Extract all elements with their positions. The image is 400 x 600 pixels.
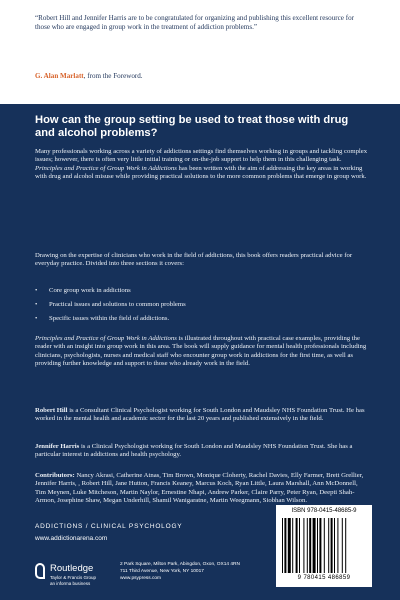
category-label: ADDICTIONS / CLINICAL PSYCHOLOGY bbox=[35, 523, 183, 530]
contributors-paragraph bbox=[35, 472, 370, 506]
contributors-label: Contributors: bbox=[35, 472, 75, 479]
headline: How can the group setting be used to treat those with drug and alcohol problems? bbox=[35, 114, 349, 139]
book-title: Principles and Practice of Group Work in Addictions bbox=[35, 335, 177, 342]
author-name: Robert Hill bbox=[35, 407, 68, 414]
endorsement-source: , from the Foreword. bbox=[83, 72, 143, 80]
coverage-paragraph: Drawing on the expertise of clinicians who work in the field of addictions, this book offers readers practical advice for everyday practice. Divided into three sections it covers: bbox=[35, 252, 353, 268]
book-title: Principles and Practice of Group Work in Addictions bbox=[35, 164, 177, 172]
isbn-label: ISBN 978-0415-48685-9 bbox=[291, 508, 357, 514]
publisher-tagline: an informa business bbox=[50, 581, 91, 586]
publisher-website: www.psypress.com bbox=[120, 576, 162, 581]
author-bio-text: is a Consultant Clinical Psychologist working for South London and Maudsley NHS Foundation Trust. He has worked in the mental health and academic sector for the last 20 years and published extensively in the field. bbox=[35, 407, 365, 423]
topic-list bbox=[35, 287, 335, 329]
endorsement-author: G. Alan Marlatt bbox=[35, 72, 84, 80]
author-bio-hill bbox=[35, 407, 370, 424]
endorsement-quote: “Robert Hill and Jennifer Harris are to be congratulated for organizing and publishing this excellent resource for those who are engaged in group work in the treatment of addiction problems.” bbox=[35, 14, 354, 32]
illustration-paragraph bbox=[35, 335, 370, 369]
routledge-logo-icon bbox=[35, 563, 45, 579]
intro-paragraph bbox=[35, 148, 370, 182]
publisher-address-us: 711 Third Avenue, New York, NY 10017 bbox=[120, 569, 204, 574]
endorsement-attribution bbox=[35, 72, 143, 80]
list-item: • Practical issues and solutions to common problems bbox=[35, 301, 335, 315]
barcode-number: 9 780415 486859 bbox=[297, 575, 351, 581]
publisher-name: Routledge bbox=[50, 563, 94, 574]
website-link[interactable]: www.addictionarena.com bbox=[35, 535, 108, 542]
endorsement-panel bbox=[0, 0, 400, 104]
list-item: • Specific issues within the field of addictions. bbox=[35, 315, 335, 329]
publisher-address-uk: 2 Park Square, Milton Park, Abingdon, Oxon, OX14 4RN bbox=[120, 562, 240, 567]
publisher-group: Taylor & Francis Group bbox=[50, 575, 97, 580]
contributors-names: Nancy Akrasi, Catherine Atnas, Tim Brown, Monique Cloherty, Rachel Davies, Elly Farmer, Brett Grellier, Jennifer Harris, , Robert Hill, Jane Hutton, Francis Keaney, Marcus Koch, Ryan Little, Laura Marshall, Ann McDonnell, Tim Meynen, Luke Mitcheson, Martin Naylor, Ernestine Nhapi, Andrew Parker, Claire Parry, Peter Ryan, Deepti Shah-Armon, Josephine Shaw, Megan Underhill, Shamil Wanigaratne, Martin Weegmann, Siobhan Wilson. bbox=[35, 472, 364, 505]
barcode-panel bbox=[276, 505, 372, 587]
illustration-text: is illustrated throughout with practical case examples, providing the reader with an insight into group work in this area. The book will supply guidance for mental health professionals including clinicians, psychologists, nurses and medical staff who encounter group work in addictions for the first time, as well as providing further knowledge and support to those who already work in the field. bbox=[35, 335, 367, 368]
intro-text-end: has been written with the aim of addressing the key areas in working with drug and alcohol misuse while providing practical solutions to the more common problems that emerge in group work. bbox=[35, 164, 367, 181]
author-name: Jennifer Harris bbox=[35, 443, 80, 450]
list-item: • Core group work in addictions bbox=[35, 287, 335, 301]
author-bio-text: is a Clinical Psychologist working for South London and Maudsley NHS Foundation Trust. She has a particular interest in addictions and health psychology. bbox=[35, 443, 353, 459]
intro-text: Many professionals working across a variety of addictions settings find themselves working in groups and tackling complex issues; however, there is often very little initial training or on-the-job support to help them in this challenging task. bbox=[35, 148, 368, 164]
author-bio-harris bbox=[35, 443, 370, 460]
barcode-icon bbox=[282, 518, 366, 573]
